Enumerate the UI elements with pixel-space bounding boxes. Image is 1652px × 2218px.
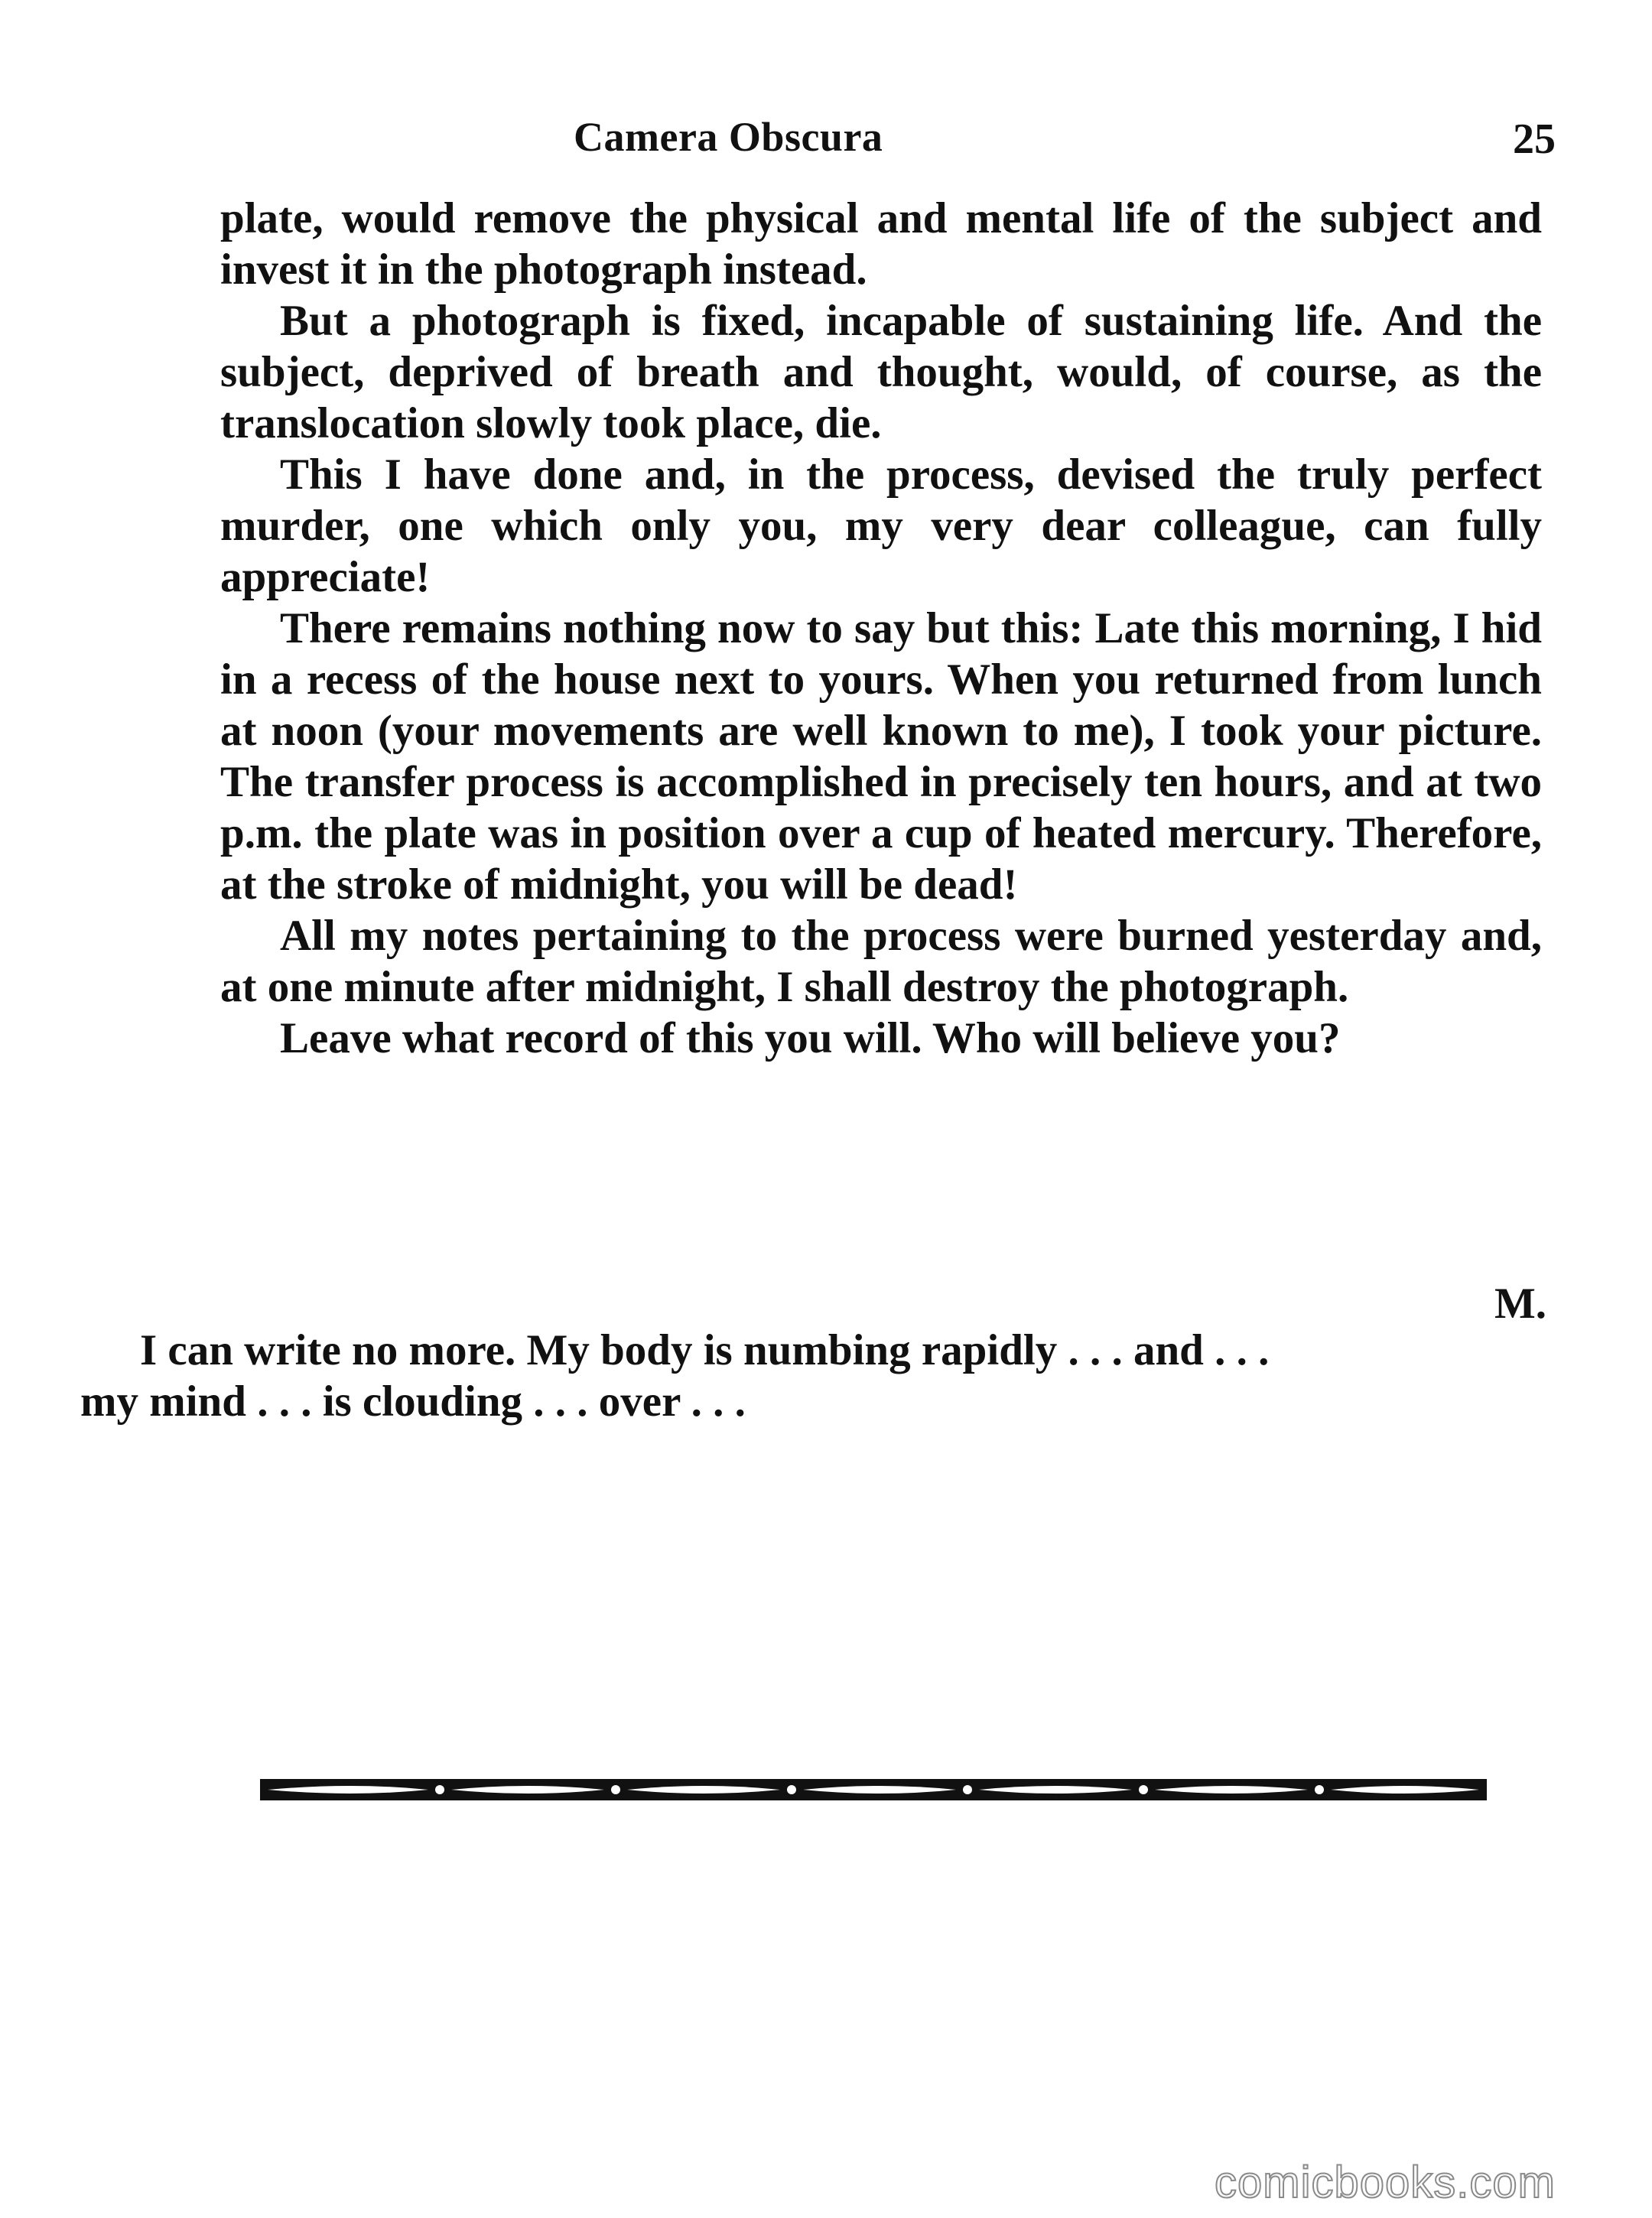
closing-line: I can write no more. My body is numbing rapidly . . . and . . . [140, 1326, 1270, 1374]
paragraph: But a photograph is fixed, incapable of sustaining life. And the subject, deprived of breath and thought, would, of course, as the translocation slowly took place, die. [220, 297, 1542, 447]
divider-ornament-icon [260, 1774, 1487, 1805]
paragraph: This I have done and, in the process, devised the truly perfect murder, one which only you, my very dear colleague, can fully appreciate! [220, 450, 1542, 601]
page-number: 25 [1513, 115, 1556, 163]
ornamental-divider [260, 1774, 1487, 1805]
paragraph: Leave what record of this you will. Who will believe you? [280, 1014, 1341, 1062]
paragraph: There remains nothing now to say but this: Late this morning, I hid in a recess of the house next to yours. When you returned from lunch at noon (your movements are well known to me), I took your picture. The transfer process is accomplished in precisely ten hours, and at two p.m. the plate was in position over a cup of heated mercury. Therefore, at the stroke of midnight, you will be dead! [220, 604, 1542, 909]
running-head-title: Camera Obscura [574, 114, 883, 160]
paragraph: All my notes pertaining to the process were burned yesterday and, at one minute after midnight, I shall destroy the photograph. [220, 912, 1542, 1011]
closing-text [80, 1325, 1545, 1427]
letter-text [220, 193, 1542, 1064]
watermark-text: comicbooks.com [1215, 2158, 1556, 2207]
letter-signature: M. [1494, 1280, 1546, 1328]
closing-line: my mind . . . is clouding . . . over . . . [80, 1377, 746, 1426]
paragraph: plate, would remove the physical and mental life of the subject and invest it in the photograph instead. [220, 194, 1542, 294]
